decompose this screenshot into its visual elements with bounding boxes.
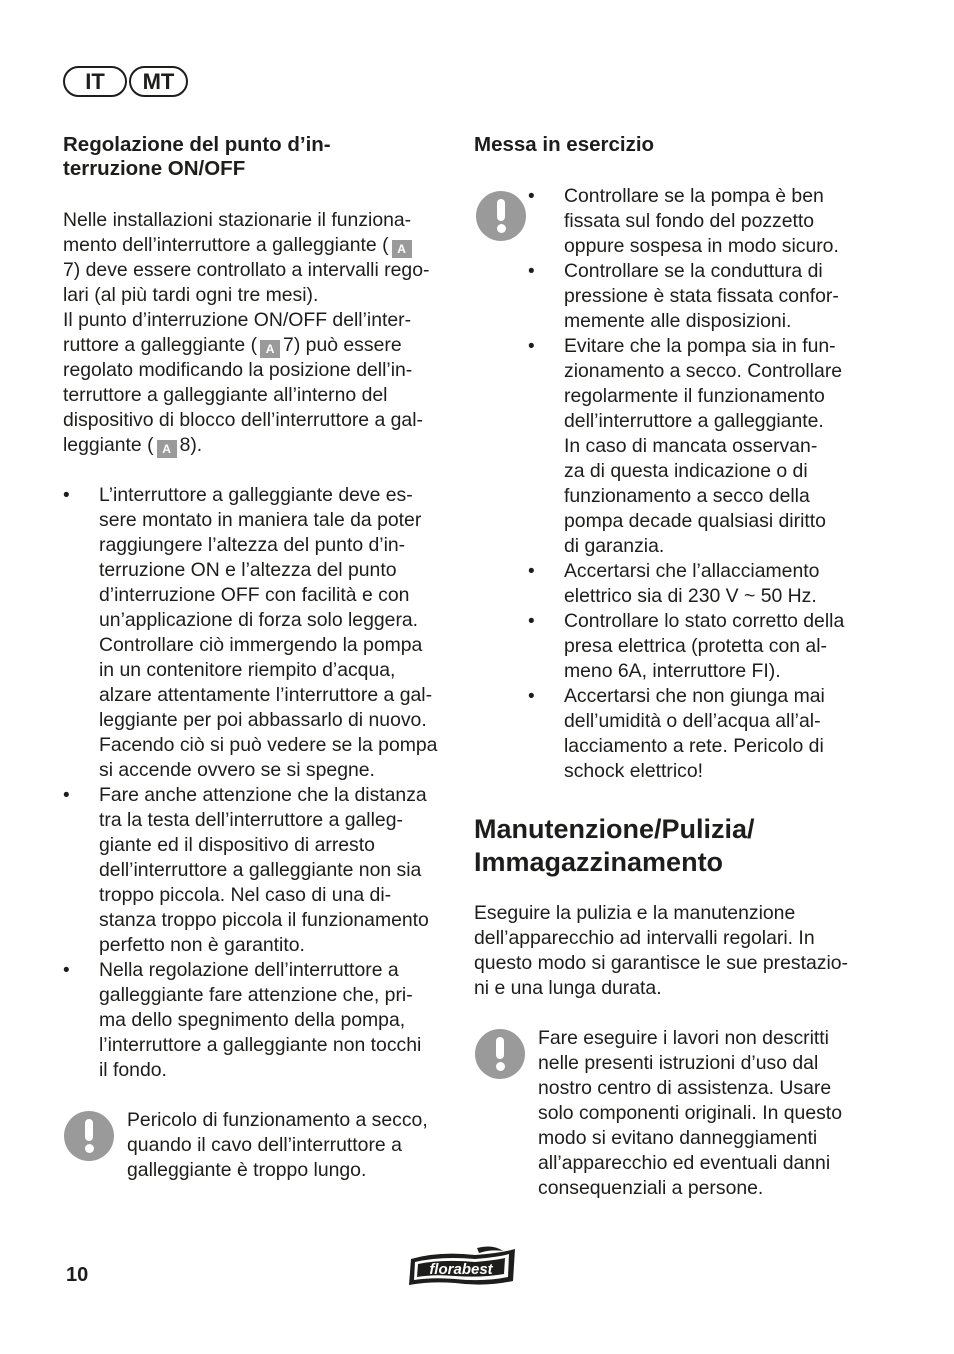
text-fragment: Il punto d’interruzione ON/OFF dell’inter- ruttore a galleggiante (: [63, 309, 412, 356]
warning-exclamation-icon: [475, 1029, 525, 1079]
text-fragment: 7) deve essere controllato a intervalli rego- lari (al più tardi ogni tre mesi).: [63, 259, 430, 306]
bullet-list-startup: [528, 184, 864, 784]
warning-exclamation-icon: [64, 1111, 114, 1161]
paragraph-onoff-point: [63, 308, 453, 458]
section-heading-float-switch: Regolazione del punto d’in- terruzione ON/OFF: [63, 133, 331, 180]
florabest-logo: [405, 1245, 519, 1289]
text-fragment: Nelle installazioni stazionarie il funziona- mento dell’interruttore a galleggiante (: [63, 209, 412, 256]
list-item: • Nella regolazione dell’interruttore a galleggiante fare attenzione che, pri- ma dello spegnimento della pompa, l’interruttore a galleggiante non tocchi il fondo.: [63, 958, 453, 1083]
figure-reference-badge: A: [392, 240, 412, 258]
left-column: [63, 133, 453, 1183]
svg-text:florabest: florabest: [429, 1261, 493, 1278]
text-fragment: 8).: [179, 434, 203, 456]
figure-reference-badge: A: [157, 440, 177, 458]
list-item: • Controllare se la conduttura di pressione è stata fissata confor- memente alle disposizioni.: [528, 259, 864, 334]
figure-reference-badge: A: [260, 340, 280, 358]
warning-block-service: [474, 1026, 864, 1201]
section-heading-startup: Messa in esercizio: [474, 133, 655, 156]
language-tab-mt: MT: [129, 66, 188, 97]
list-item: • Controllare se la pompa è ben fissata sul fondo del pozzetto oppure sospesa in modo sicuro.: [528, 184, 864, 259]
bullet-list-float-switch: [63, 483, 453, 1083]
paragraph-float-switch-check: [63, 208, 453, 308]
list-item: • Evitare che la pompa sia in fun- zionamento a secco. Controllare regolarmente il funzionamento dell’interruttore a galleggiante. In caso di mancata osservan- za di questa indicazione o di funzionamento a secco della pompa decade qualsiasi diritto di garanzia.: [528, 334, 864, 559]
section-heading-maintenance: Manutenzione/Pulizia/ Immagazzinamento: [474, 814, 755, 877]
warning-block-dry-run: [63, 1108, 453, 1183]
page-number: 10: [66, 1264, 89, 1286]
paragraph-maintenance: Eseguire la pulizia e la manutenzione dell’apparecchio ad intervalli regolari. In questo modo si garantisce le sue prestazio- ni e una lunga durata.: [474, 902, 849, 999]
warning-text: Pericolo di funzionamento a secco, quando il cavo dell’interruttore a galleggiante è troppo lungo.: [127, 1109, 428, 1181]
list-item: • Accertarsi che l’allacciamento elettrico sia di 230 V ~ 50 Hz.: [528, 559, 864, 609]
list-item: • L’interruttore a galleggiante deve es- sere montato in maniera tale da poter raggiungere l’altezza del punto d’in- terruzione ON e l’altezza del punto d’interruzione OFF con facilità e con un’applicazione di forza solo leggera. Controllare ciò immergendo la pompa in un contenitore riempito d’acqua, alzare attentamente l’interruttore a gal- leggiante per poi abbassarlo di nuovo. Facendo ciò si può vedere se la pompa si accende ovvero se si spegne.: [63, 483, 453, 783]
list-item: • Accertarsi che non giunga mai dell’umidità o dell’acqua all’al- lacciamento a rete. Pericolo di schock elettrico!: [528, 684, 864, 784]
language-tab-it: IT: [63, 66, 127, 97]
right-column: [474, 133, 864, 1201]
warning-block-startup: [474, 184, 864, 784]
list-item: • Controllare lo stato corretto della presa elettrica (protetta con al- meno 6A, interruttore FI).: [528, 609, 864, 684]
list-item: • Fare anche attenzione che la distanza tra la testa dell’interruttore a galleg- giante ed il dispositivo di arresto dell’interruttore a galleggiante non sia troppo piccola. Nel caso di una di- stanza troppo piccola il funzionamento perfetto non è garantito.: [63, 783, 453, 958]
text-fragment: 7) può essere regolato modificando la posizione dell’in- terruttore a galleggiante all’interno del dispositivo di blocco dell’interruttore a gal- leggiante (: [63, 334, 423, 456]
warning-text: Fare eseguire i lavori non descritti nelle presenti istruzioni d’uso dal nostro centro di assistenza. Usare solo componenti originali. In questo modo si evitano danneggiamenti all’apparecchio ed eventuali danni consequenziali a persone.: [538, 1027, 842, 1199]
warning-exclamation-icon: [476, 191, 526, 241]
